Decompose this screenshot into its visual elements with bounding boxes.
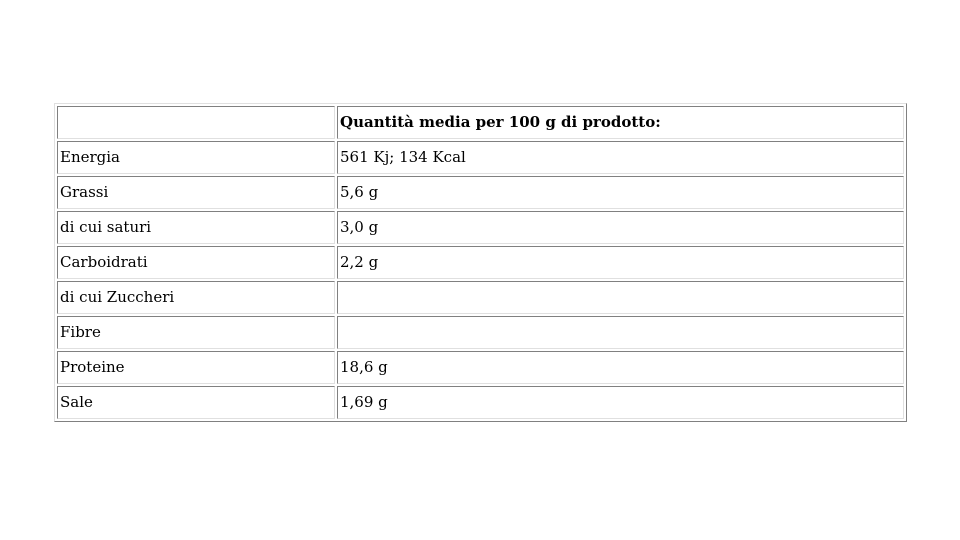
table-row: [57, 281, 904, 314]
table-row: [57, 141, 904, 174]
nutrient-value: [337, 316, 904, 349]
table-header-row: [57, 106, 904, 139]
nutrient-value: 18,6 g: [337, 351, 904, 384]
nutrient-name: Energia: [57, 141, 335, 174]
nutrient-name: Carboidrati: [57, 246, 335, 279]
nutrient-name: Sale: [57, 386, 335, 419]
table-row: [57, 246, 904, 279]
nutrient-name: di cui saturi: [57, 211, 335, 244]
nutrient-value: 561 Kj; 134 Kcal: [337, 141, 904, 174]
table-row: [57, 316, 904, 349]
nutrition-table: [54, 103, 907, 422]
table-row: [57, 176, 904, 209]
table-row: [57, 211, 904, 244]
nutrient-value: [337, 281, 904, 314]
nutrient-value: 2,2 g: [337, 246, 904, 279]
nutrient-value: 1,69 g: [337, 386, 904, 419]
table-row: [57, 351, 904, 384]
table-row: [57, 386, 904, 419]
nutrient-name: di cui Zuccheri: [57, 281, 335, 314]
header-name-cell: [57, 106, 335, 139]
nutrient-name: Proteine: [57, 351, 335, 384]
nutrient-name: Grassi: [57, 176, 335, 209]
nutrient-value: 5,6 g: [337, 176, 904, 209]
header-value-cell: Quantità media per 100 g di prodotto:: [337, 106, 904, 139]
nutrient-name: Fibre: [57, 316, 335, 349]
nutrient-value: 3,0 g: [337, 211, 904, 244]
